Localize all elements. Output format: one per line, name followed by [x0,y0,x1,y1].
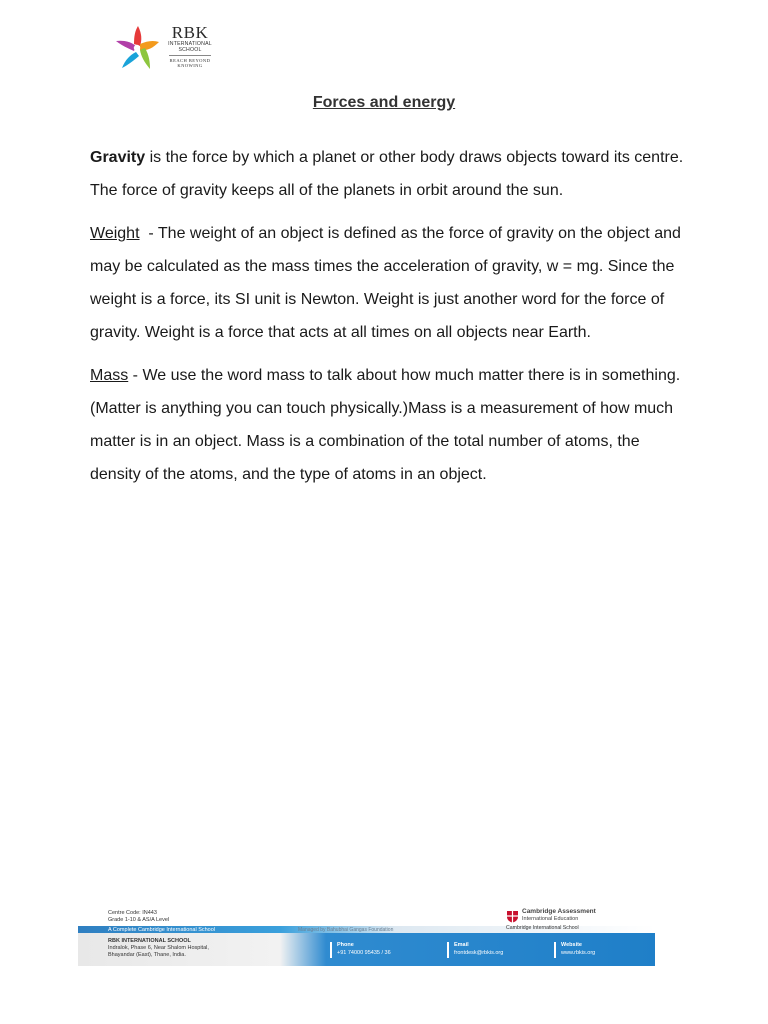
gravity-term: Gravity [90,149,146,166]
logo-international-text: INTERNATIONAL [168,41,212,47]
logo-wordmark [165,24,215,68]
mass-definition: - We use the word mass to talk about how much matter there is in something. (Matter is anything you can touch physically.)Mass is a measurement of how much matter is in an object. Mass is a combination of the total number of atoms, the density of the atoms, and the type of atoms in an object. [90,367,681,483]
weight-definition: - The weight of an object is defined as the force of gravity on the object and may be calculated as the mass times the acceleration of gravity, w = mg. Since the weight is a force, its SI unit is Newton. Weight is just another word for the force of gravity. Weight is a force that acts at all times on all objects near Earth. [90,225,686,341]
website-label: Website [561,942,582,948]
weight-paragraph [90,217,690,349]
logo-rbk-text: RBK [171,23,209,42]
address-line-2: Bhayandar (East), Thane, India. [108,952,186,958]
phone-divider [330,942,332,958]
rbk-star-logo-icon [112,22,164,74]
logo-divider [169,55,211,56]
cambridge-international-education-text: International Education [522,916,579,922]
email-label: Email [454,942,469,948]
gravity-paragraph [90,141,690,207]
mass-term: Mass [90,367,129,384]
cambridge-international-school-text: Cambridge International School [506,925,579,931]
email-address: frontdesk@rbkis.org [454,950,504,956]
centre-code: Centre Code: IN443 [108,910,157,916]
logo-tagline-1: REACH BEYOND [169,58,211,63]
logo-school-text: SCHOOL [178,47,202,53]
gravity-definition: is the force by which a planet or other body draws objects toward its centre. The force of gravity keeps all of the planets in orbit around the sun. [90,149,684,199]
page-title: Forces and energy [312,94,456,111]
cambridge-shield-icon [506,910,519,923]
school-name: RBK INTERNATIONAL SCHOOL [108,938,191,944]
email-divider [447,942,449,958]
phone-label: Phone [337,942,354,948]
address-line-1: Indralok, Phase 6, Near Shalom Hospital, [108,945,209,951]
mass-paragraph [90,359,690,491]
managed-by-text: Managed by Bahubhai Gangas Foundation [298,927,394,933]
website-url: www.rbkis.org [561,950,596,956]
logo-tagline-2: KNOWING [177,63,203,69]
cambridge-assessment-text: Cambridge Assessment [522,908,596,915]
weight-term: Weight [90,225,140,242]
grade-levels: Grade 1-10 & AS/A Level [108,917,170,923]
phone-number: +91 74000 95435 / 36 [337,950,391,956]
complete-cambridge-text: A Complete Cambridge International School [108,926,216,933]
footer-banner [78,907,655,966]
document-body [90,141,690,501]
school-logo [112,22,212,74]
website-divider [554,942,556,958]
